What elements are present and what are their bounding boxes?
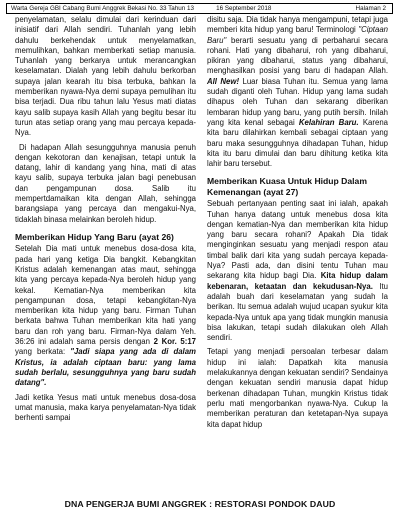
paragraph: penyelamatan, selalu dimulai dari kerinduan dari inisiatif dari Allah sendiri. Tuhanlah yang lebih dahulu berkehendak untuk menyelamatkan, memulihkan, bahkan memberkati setiap manusia. Tuhanlah yang berkarya untuk merancangkan keselamatan. Dialah yang lebih dahulu berkorban supaya jalan kearah itu bisa terbuka, bahkan la memberikan nyawa-Nya demi supaya pemulihan itu bisa terjadi. Dua ribu tahun lalu Yesus mati diatas kayu salib supaya kasih Allah yang begitu besar itu turun atas setiap orang yang mau percaya kepada-Nya. xyxy=(15,15,196,138)
header-date: 16 September 2018 xyxy=(216,5,272,12)
emphasis-all-new: All New! xyxy=(207,76,240,86)
emphasis-bold: Kita hidup dalam kebenaran, ketaatan dan kekudusan-Nya. xyxy=(207,271,388,291)
paragraph: Di hadapan Allah sesungguhnya manusia penuh dengan kekotoran dan kenajisan, tetapi untuk la datang, lahir di kandang yang hina, mati di atas kayu salib, supaya terbuka jalan bagi penebusan dan pengampunan dosa. Salib itu mempertdamaikan kita dengan Allah, sehingga barangsiapa yang percaya dan mengakui-Nya, tidaklah binasa melainkan beroleh hidup. xyxy=(15,142,196,224)
scripture-reference: 2 Kor. 5:17 xyxy=(153,337,197,347)
right-column xyxy=(207,15,388,434)
term-kelahiran-baru: Kelahiran Baru. xyxy=(298,117,359,127)
paragraph-text: Sebuah pertanyaan penting saat ini ialah, apakah Tuhan hanya datang untuk menebus dosa kita dengan kematian-Nya dan memberikan kita hidup yang baru secara rohani? Apakah Dia tidak menginginkan sesuatu yang menjadi respon atau timbal balik dari kita yang sudah percaya kepada-Nya? Pasti ada, dan disini tentu Tuhan mau sekarang kita hidup bagi Dia. xyxy=(207,199,388,281)
paragraph-text: Setelah Dia mati untuk menebus dosa-dosa kita, pada hari yang ketiga Dia bangkit. Kebangkitan Kristus adalah kemenangan atas maut, sehingga kita yang percaya kepada-Nya beroleh hidup yang kekal. Kematian-Nya memberikan kita pengampunan dosa, tetapi kebangkitan-Nya memberikan kita hidup yang baru. Firman Tuhan berkata bahwa Tuhan memberikan kita hati yang baru dan roh yang baru. Firman-Nya dalam Yeh. 36:26 ini adalah sama persis dengan xyxy=(15,244,196,347)
term-ciptaan-baru: "Ciptaan Baru" xyxy=(207,25,388,45)
paragraph xyxy=(15,244,196,388)
section-heading: Memberikan Hidup Yang Baru (ayat 26) xyxy=(15,231,174,242)
paragraph: Jadi ketika Yesus mati untuk menebus dosa-dosa umat manusia, maka karya penyelamatan-Nya tidak berhenti sampai xyxy=(15,392,196,423)
paragraph-text: Itu adalah buah dari keselamatan yang sudah la berikan. Itu semua adalah wujud ucapan syukur kita kepada-Nya untuk apa yang tidak mungkin manusia bisa lakukan, tetapi sudah dilakukan oleh Allah sendiri. xyxy=(207,281,388,343)
paragraph-text: Luar biasa Tuhan itu. Semua yang lama sudah diganti oleh Tuhan. Hidup yang lama sudah dihapus oleh Tuhan dan sekarang diberikan lembaran hidup yang baru, yang putih bersih. Inilah yang kita kenal sebagai xyxy=(207,76,388,127)
paragraph-text: berarti sesuatu yang di perbaharui secara rohani. Hati yang dibaharui, roh yang dibaharui, pikiran yang dibaharui, status yang dibaharui, menghasilkan posisi yang baru di hadapan Allah. xyxy=(207,35,388,76)
paragraph-text: Karena kita baru dilahirkan kembali sebagai ciptaan yang baru maka sesungguhnya dihadapan Tuhan, hidup kita itu baru dimulai dan baru dihitung ketika kita lahir baru tersebut. xyxy=(207,117,388,169)
page-header xyxy=(6,3,393,14)
paragraph-text: disitu saja. Dia tidak hanya mengampuni, tetapi juga memberi kita hidup yang baru! Terminologi xyxy=(207,15,388,35)
scripture-quote: "Jadi siapa yang ada di dalam Kristus, ia adalah ciptaan baru: yang lama sudah berlalu, sesungguhnya yang baru sudah datang". xyxy=(15,347,196,388)
paragraph: Tetapi yang menjadi persoalan terbesar dalam hidup ini ialah: Dapatkah kita manusia melakukannya dengan kekuatan sendiri? Sendainya dengan kekuatan sendiri manusia dapat hidup berkenan dihadapan Tuhan, mungkin Kristus tidak perlu mati mengorbankan nyawa-Nya. Cukup la memberikan peraturan dan ketetapan-Nya supaya kita dapat hidup xyxy=(207,347,388,429)
paragraph xyxy=(207,199,388,343)
left-column xyxy=(15,15,196,427)
header-bulletin-title: Warta Gereja GBI Cabang Bumi Anggrek Bekasi No. 33 Tahun 13 xyxy=(11,5,195,12)
paragraph xyxy=(207,15,388,169)
section-heading: Memberikan Kuasa Untuk Hidup Dalam Kemenangan (ayat 27) xyxy=(207,176,367,197)
page-footer: DNA PENGERJA BUMI ANGGREK : RESTORASI PONDOK DAUD xyxy=(64,499,336,509)
paragraph-text: yang berkata: xyxy=(15,347,71,357)
header-page-number: Halaman 2 xyxy=(355,5,386,12)
